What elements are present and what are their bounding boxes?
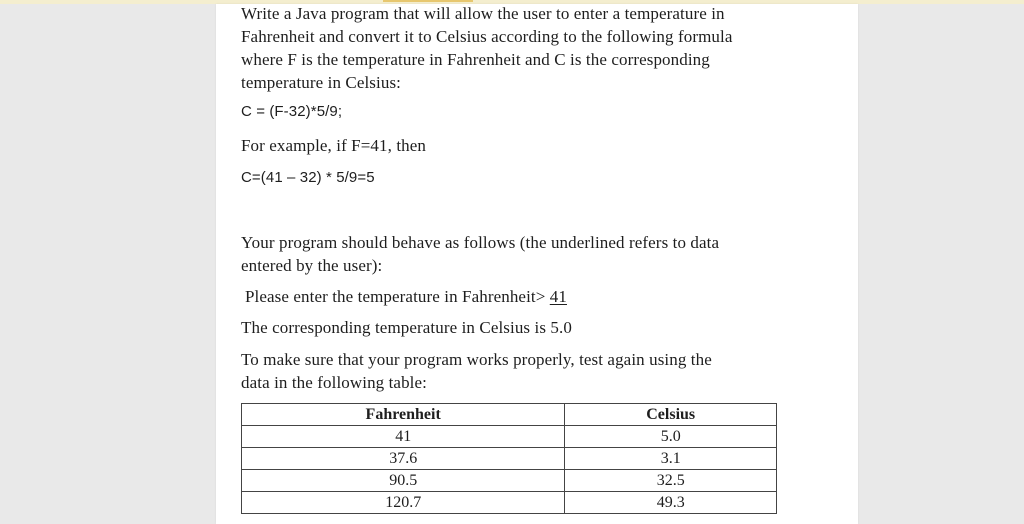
table-header-row — [242, 404, 777, 426]
sample-prompt-line — [245, 285, 567, 308]
fahrenheit-cell: 37.6 — [242, 448, 565, 470]
example-label: For example, if F=41, then — [241, 136, 426, 155]
header-celsius: Celsius — [565, 404, 777, 426]
test-line-1: To make sure that your program works properly, test again using the — [241, 350, 712, 369]
table-row — [242, 448, 777, 470]
intro-line-4: temperature in Celsius: — [241, 73, 401, 92]
celsius-cell: 5.0 — [565, 426, 777, 448]
sample-prompt-text: Please enter the temperature in Fahrenheit> — [245, 287, 550, 306]
conversion-formula: C = (F-32)*5/9; — [241, 103, 343, 120]
sample-user-input: 41 — [549, 287, 567, 306]
intro-line-1: Write a Java program that will allow the user to enter a temperature in — [241, 4, 725, 23]
celsius-cell: 49.3 — [565, 492, 777, 514]
conversion-table — [241, 403, 777, 514]
celsius-cell: 32.5 — [565, 470, 777, 492]
test-line-2: data in the following table: — [241, 373, 427, 392]
celsius-cell: 3.1 — [565, 448, 777, 470]
fahrenheit-cell: 41 — [242, 426, 565, 448]
table-row — [242, 492, 777, 514]
example-calculation: C=(41 – 32) * 5/9=5 — [241, 169, 375, 186]
intro-line-3: where F is the temperature in Fahrenheit and C is the corresponding — [241, 50, 710, 69]
fahrenheit-cell: 90.5 — [242, 470, 565, 492]
fahrenheit-cell: 120.7 — [242, 492, 565, 514]
behave-line-1: Your program should behave as follows (the underlined refers to data — [241, 233, 720, 252]
intro-line-2: Fahrenheit and convert it to Celsius according to the following formula — [241, 27, 733, 46]
behave-line-2: entered by the user): — [241, 256, 383, 275]
table-row — [242, 470, 777, 492]
header-fahrenheit: Fahrenheit — [242, 404, 565, 426]
sample-output-line: The corresponding temperature in Celsius is 5.0 — [241, 318, 572, 337]
table-row — [242, 426, 777, 448]
